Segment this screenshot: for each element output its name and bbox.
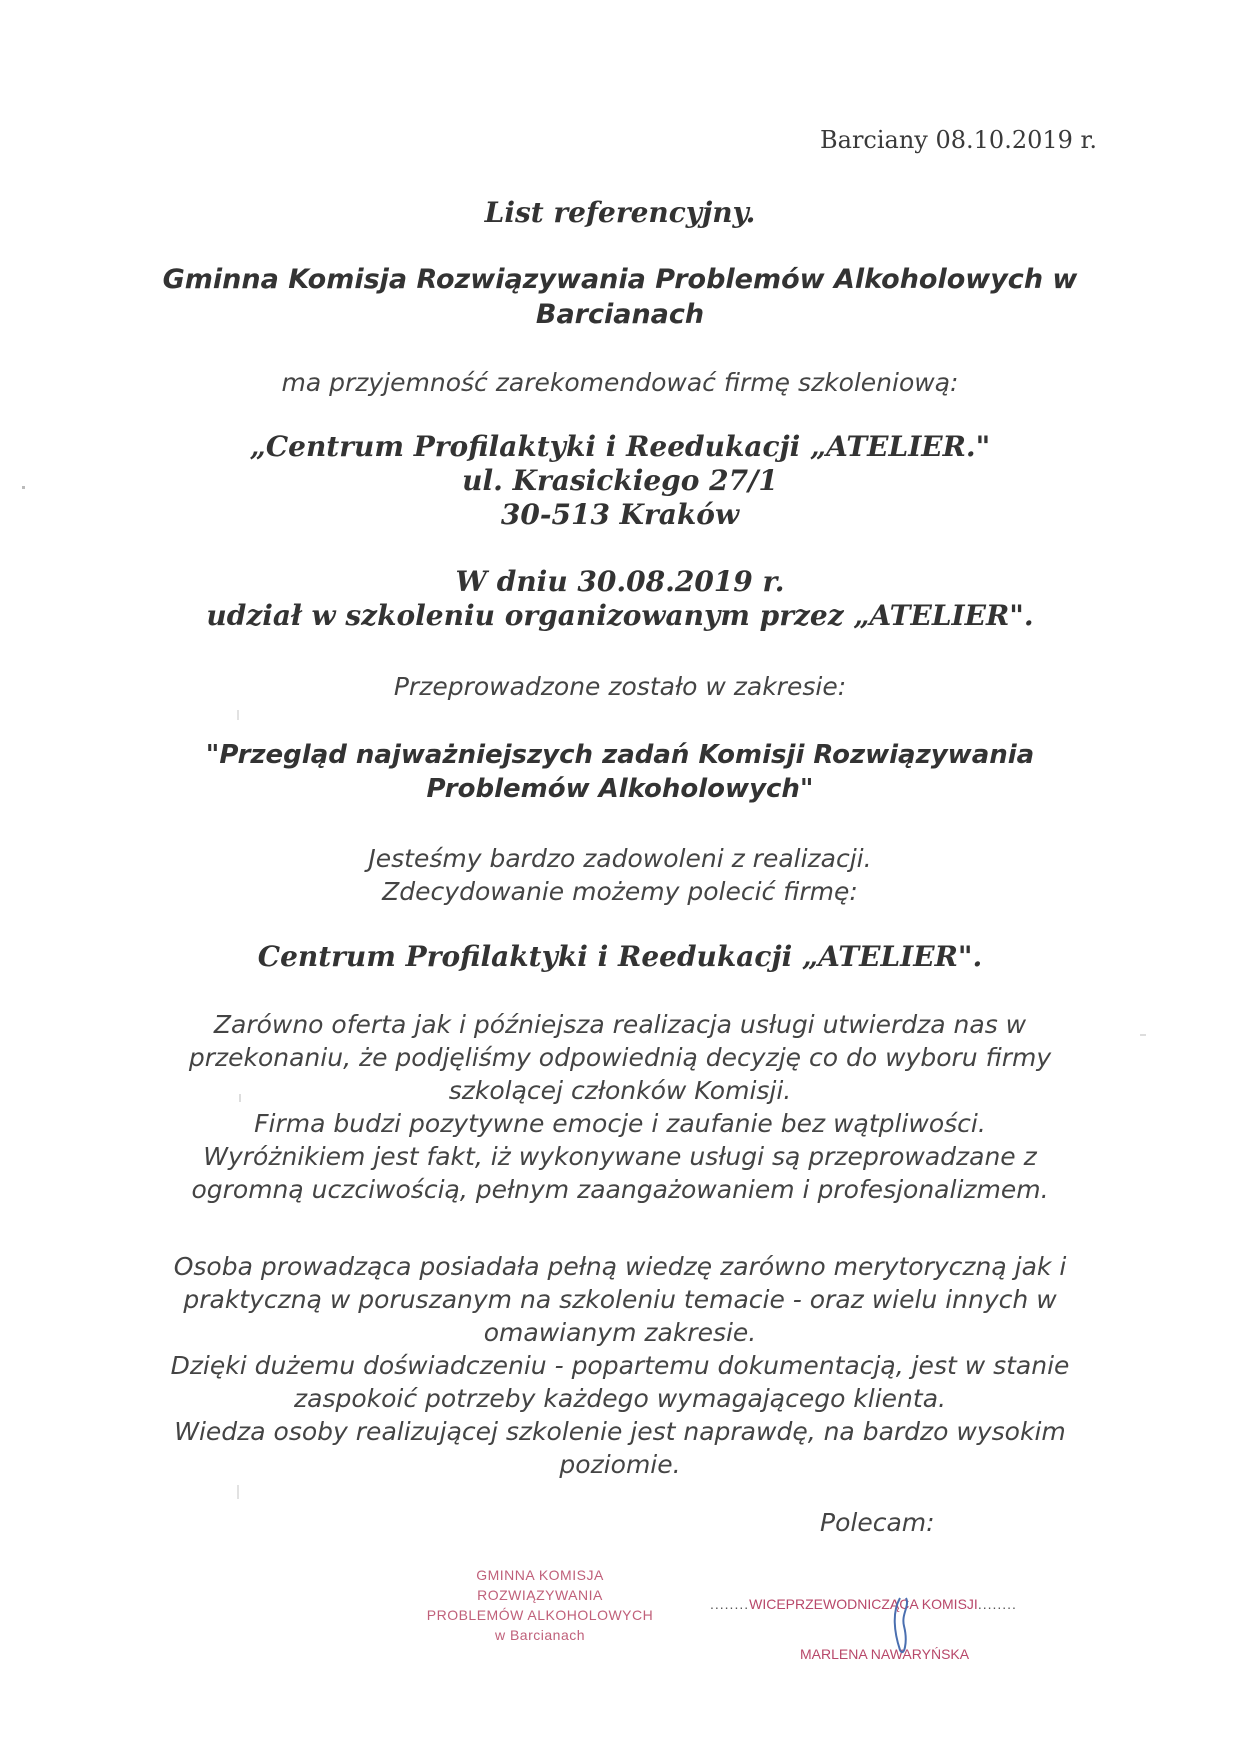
paragraph-line: ogromną uczciwością, pełnym zaangażowaniem i profesjonalizmem.: [191, 1175, 1049, 1204]
scan-speck: [1140, 1034, 1146, 1036]
paragraph-line: Wyróżnikiem jest fakt, iż wykonywane usługi są przeprowadzane z: [203, 1142, 1037, 1171]
training-description: udział w szkoleniu organizowanym przez „ATELIER".: [206, 599, 1034, 632]
organization-name: [110, 262, 1130, 332]
paragraph-line: szkolącej członków Komisji.: [448, 1076, 792, 1105]
paragraph-line: praktyczną w poruszanym na szkoleniu temacie - oraz wielu innych w: [183, 1285, 1057, 1314]
signatory-name: MARLENA NAWARYŃSKA: [800, 1646, 970, 1662]
paragraph-line: zaspokoić potrzeby każdego wymagającego klienta.: [294, 1384, 946, 1413]
paragraph-line: Wiedza osoby realizującej szkolenie jest naprawdę, na bardzo wysokim: [174, 1417, 1066, 1446]
commission-stamp: [390, 1565, 690, 1645]
date-place: Barciany 08.10.2019 r.: [820, 126, 1097, 154]
letter-title: List referencyjny.: [484, 196, 756, 229]
scan-speck: [237, 1485, 239, 1499]
stamp-line: ROZWIĄZYWANIA: [477, 1587, 603, 1603]
topic-line: Problemów Alkoholowych": [426, 774, 814, 804]
paragraph-line: poziomie.: [559, 1450, 681, 1479]
organization-line: Barcianach: [535, 299, 705, 330]
paragraph-trainer: [110, 1250, 1130, 1481]
paragraph-line: Osoba prowadząca posiadała pełną wiedzę zarówno merytoryczną jak i: [173, 1252, 1067, 1281]
topic-line: "Przegląd najważniejszych zadań Komisji Rozwiązywania: [205, 740, 1035, 770]
handwritten-signature: [870, 1592, 930, 1662]
satisfaction-text: [110, 842, 1130, 908]
training-topic: [110, 738, 1130, 806]
company-block: [110, 430, 1130, 532]
company-city: 30-513 Kraków: [500, 498, 740, 531]
scope-text: Przeprowadzone zostało w zakresie:: [393, 672, 847, 701]
paragraph-line: Firma budzi pozytywne emocje i zaufanie bez wątpliwości.: [254, 1109, 986, 1138]
stamp-line: GMINNA KOMISJA: [476, 1567, 604, 1583]
satisfaction-line: Zdecydowanie możemy polecić firmę:: [382, 877, 858, 906]
paragraph-line: Zarówno oferta jak i późniejsza realizacja usługi utwierdza nas w: [213, 1010, 1027, 1039]
scan-speck: [22, 486, 25, 489]
signature-dots: ........: [977, 1596, 1017, 1612]
paragraph-line: Dzięki dużemu doświadczeniu - popartemu dokumentacją, jest w stanie: [170, 1351, 1070, 1380]
training-block: [110, 565, 1130, 633]
closing-recommend: Polecam:: [820, 1508, 935, 1537]
scan-speck: [237, 710, 239, 720]
signature-dots: ........: [710, 1596, 750, 1612]
satisfaction-line: Jesteśmy bardzo zadowoleni z realizacji.: [368, 844, 872, 873]
organization-line: Gminna Komisja Rozwiązywania Problemów Alkoholowych w: [162, 264, 1078, 295]
paragraph-offer: [110, 1008, 1130, 1206]
company-name: „Centrum Profilaktyki i Reedukacji „ATELIER.": [249, 430, 991, 463]
stamp-line: PROBLEMÓW ALKOHOLOWYCH: [426, 1607, 654, 1623]
training-date: W dniu 30.08.2019 r.: [455, 565, 785, 598]
scan-speck: [239, 1094, 241, 1102]
company-name-repeat: Centrum Profilaktyki i Reedukacji „ATELIER".: [257, 940, 983, 973]
stamp-line: w Barcianach: [494, 1627, 586, 1643]
paragraph-line: przekonaniu, że podjęliśmy odpowiednią decyzję co do wyboru firmy: [188, 1043, 1052, 1072]
company-street: ul. Krasickiego 27/1: [462, 464, 778, 497]
paragraph-line: omawianym zakresie.: [483, 1318, 757, 1347]
intro-text: ma przyjemność zarekomendować firmę szkoleniową:: [281, 368, 959, 397]
signature-role: WICEPRZEWODNICZĄCA KOMISJI: [749, 1596, 978, 1612]
